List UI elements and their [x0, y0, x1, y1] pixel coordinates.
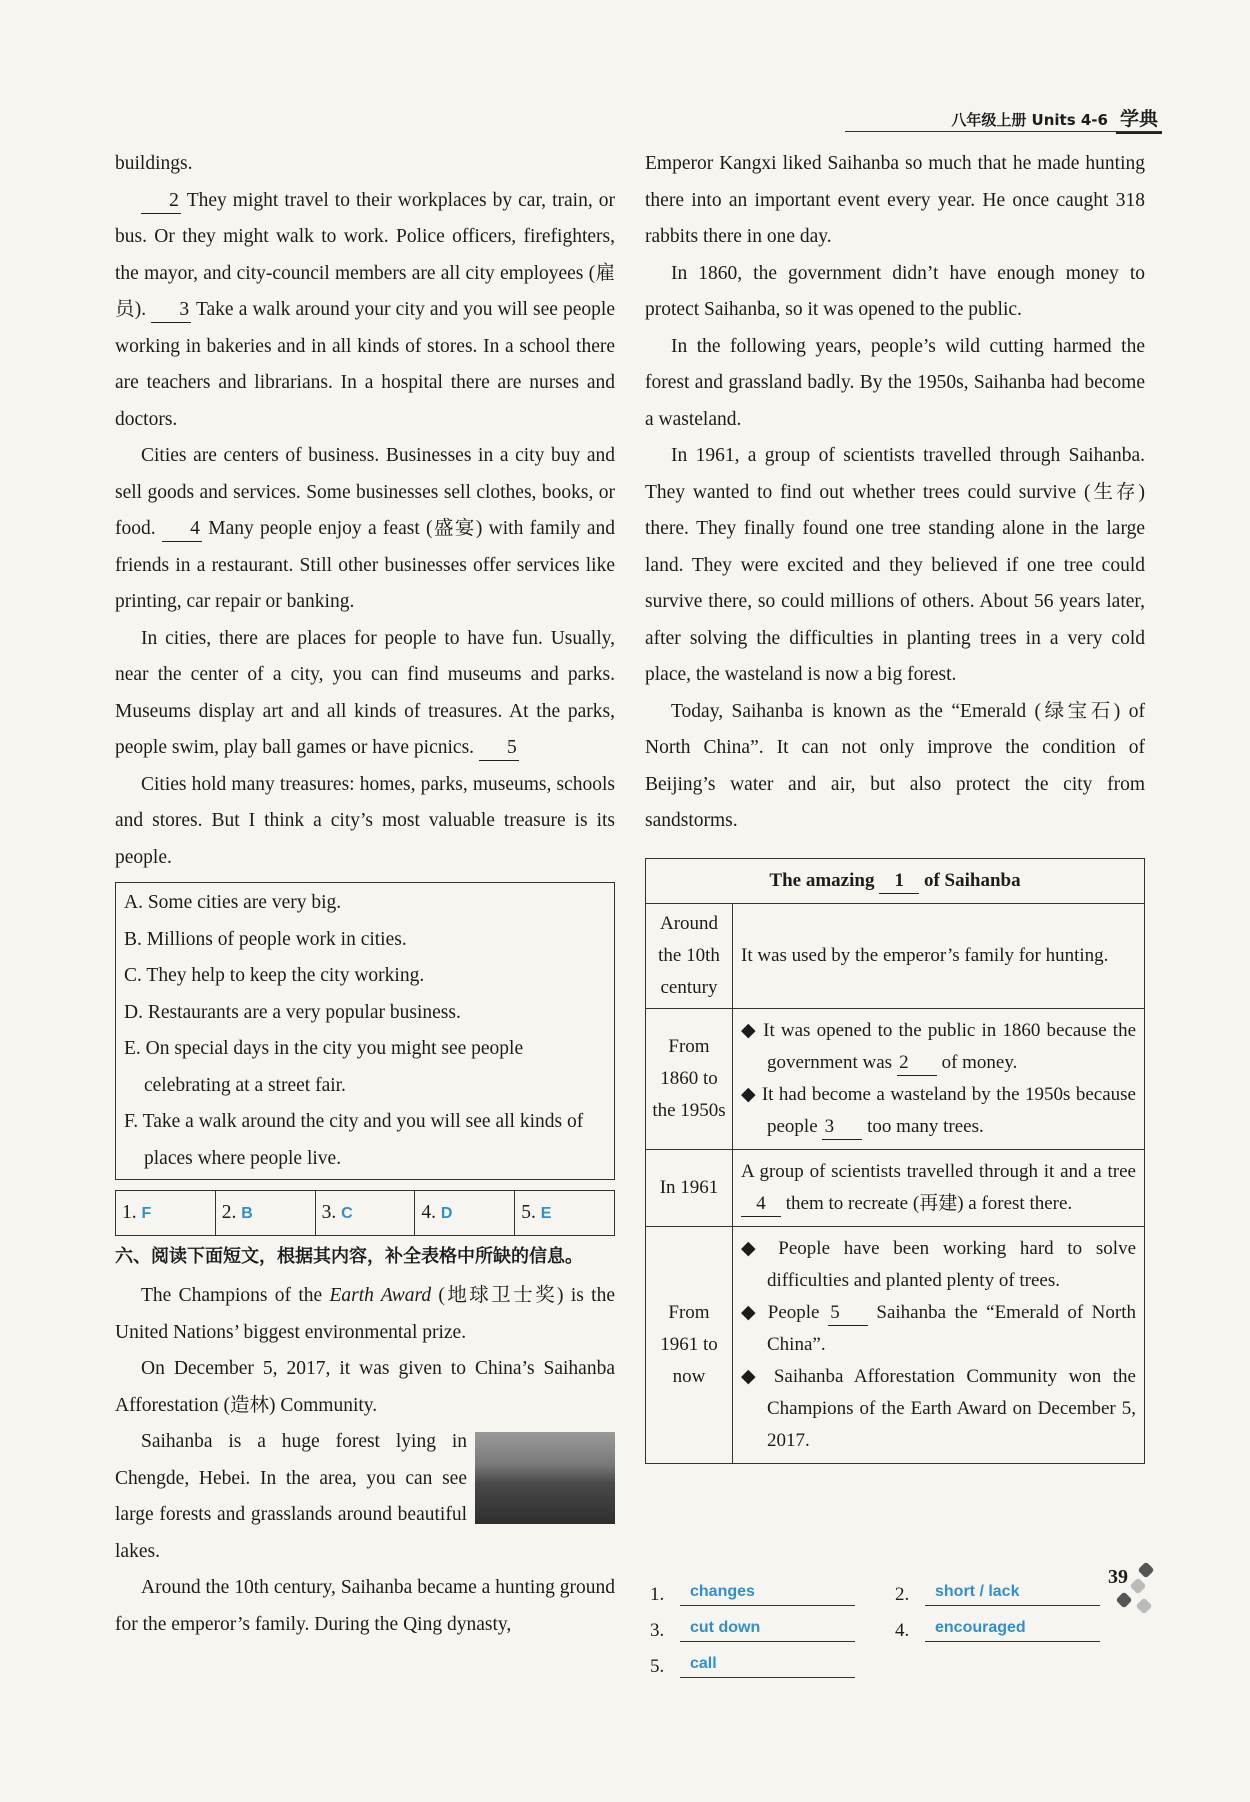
info-table: [645, 858, 1145, 1464]
blank: 5: [479, 736, 519, 761]
blank: 3: [151, 298, 191, 323]
answer-cell: 5. E: [521, 1202, 552, 1223]
page-number: 39: [1108, 1566, 1128, 1588]
fill-item: 5. call: [650, 1651, 895, 1678]
paragraph: Today, Saihanba is known as the “Emerald (绿宝石) of North China”. It can not only improve the condition of Beijing’s water and air, but also protect the city from sandstorms.: [645, 700, 1145, 831]
table-row: In 1961 A group of scientists travelled through it and a tree 4 them to recreate (再建) a forest there.: [646, 1149, 1145, 1226]
left-column: [115, 146, 615, 1643]
fill-item: 3. cut down: [650, 1615, 895, 1642]
option: C. They help to keep the city working.: [124, 965, 425, 986]
paragraph: In cities, there are places for people to have fun. Usually, near the center of a city, you can find museums and parks. Museums display art and all kinds of treasures. At the parks, people swim, play ball games or have picnics. 5: [115, 621, 615, 767]
answer-cell: 1. F: [116, 1191, 216, 1235]
option: D. Restaurants are a very popular business.: [124, 1001, 461, 1023]
table-line: ◆ People 5 Saihanba the “Emerald of North China”.: [741, 1301, 1136, 1355]
forest-photo: [475, 1432, 615, 1524]
paragraph: buildings.: [115, 153, 193, 174]
blank: 2: [897, 1051, 937, 1076]
header-divider: [845, 131, 1162, 132]
paragraph: 2 They might travel to their workplaces by car, train, or bus. Or they might walk to work. Police officers, firefighters, the mayor, and city-council members are all city employees (雇员). 3 Take a walk around your city and you will see people working in bakeries and in all kinds of stores. In a school there are teachers and librarians. In a hospital there are nurses and doctors.: [115, 189, 615, 430]
unit-label: 八年级上册 Units 4-6: [951, 110, 1108, 129]
table-row: Around the 10th century It was used by the emperor’s family for hunting.: [646, 903, 1145, 1008]
blank: 2: [141, 189, 181, 214]
section-title: 六、阅读下面短文，根据其内容，补全表格中所缺的信息。: [115, 1246, 583, 1267]
fill-answers: [650, 1570, 1140, 1678]
paragraph: In 1860, the government didn’t have enough money to protect Saihanba, so it was opened to the public.: [645, 262, 1145, 320]
option: B. Millions of people work in cities.: [124, 928, 407, 950]
paragraph: The Champions of the Earth Award (地球卫士奖) is the United Nations’ biggest environmental prize.: [115, 1285, 615, 1343]
answer-cell: 3. C: [316, 1191, 416, 1235]
hex-decoration-icon: [1138, 1562, 1155, 1579]
paragraph: Saihanba is a huge forest lying in Chengde, Hebei. In the area, you can see large forests and grasslands around beautiful lakes.: [115, 1431, 467, 1562]
table-line: A group of scientists travelled through it and a tree 4 them to recreate (再建) a forest there.: [741, 1156, 1136, 1220]
option: E. On special days in the city you might see people celebrating at a street fair.: [124, 1038, 524, 1096]
table-row: From 1860 to the 1950s ◆ It was opened to the public in 1860 because the government was 2 of money. ◆ It had become a wasteland by the 1950s because people 3 too many trees.: [646, 1008, 1145, 1149]
table-line: ◆ People have been working hard to solve difficulties and planted plenty of trees.: [741, 1237, 1136, 1291]
fill-item: 4. encouraged: [895, 1615, 1140, 1642]
paragraph: Around the 10th century, Saihanba became a hunting ground for the emperor’s family. During the Qing dynasty,: [115, 1577, 615, 1635]
blank: 4: [741, 1192, 781, 1217]
fill-item: 2. short / lack: [895, 1579, 1140, 1606]
blank: 5: [828, 1301, 868, 1326]
option: A. Some cities are very big.: [124, 892, 342, 913]
answer-cell: 4. D: [415, 1191, 515, 1235]
answer-row: [115, 1190, 615, 1236]
paragraph: Cities are centers of business. Businesses in a city buy and sell goods and services. Some businesses sell clothes, books, or food. 4 Many people enjoy a feast (盛宴) with family and friends in a restaurant. Still other businesses offer services like printing, car repair or banking.: [115, 445, 615, 612]
row-desc: [733, 1226, 1145, 1463]
row-desc: [733, 1008, 1145, 1149]
table-row: From 1961 to now ◆ People have been working hard to solve difficulties and planted plenty of trees. ◆ People 5 Saihanba the “Emerald of North China”. ◆ Saihanba Afforestation Community won the Champions of the Earth Award on December 5, 2017.: [646, 1226, 1145, 1463]
fill-item: 1. changes: [650, 1579, 895, 1606]
right-column: [645, 146, 1145, 1464]
answer-cell: 2. B: [216, 1191, 316, 1235]
row-desc: It was used by the emperor’s family for hunting.: [733, 903, 1145, 1008]
blank: 3: [822, 1115, 862, 1140]
paragraph: On December 5, 2017, it was given to China’s Saihanba Afforestation (造林) Community.: [115, 1358, 615, 1416]
row-desc: [733, 1149, 1145, 1226]
table-line: ◆ It had become a wasteland by the 1950s because people 3 too many trees.: [741, 1079, 1136, 1143]
blank: 4: [162, 517, 202, 542]
options-box: [115, 882, 615, 1180]
table-line: ◆ Saihanba Afforestation Community won the Champions of the Earth Award on December 5, 2017.: [741, 1365, 1136, 1451]
table-line: ◆ It was opened to the public in 1860 because the government was 2 of money.: [741, 1015, 1136, 1079]
brand-logo: 学典: [1116, 104, 1162, 134]
paragraph: In the following years, people’s wild cutting harmed the forest and grassland badly. By the 1950s, Saihanba had become a wasteland.: [645, 335, 1145, 430]
paragraph: Cities hold many treasures: homes, parks, museums, schools and stores. But I think a city’s most valuable treasure is its people.: [115, 773, 615, 868]
page-header: [951, 104, 1162, 134]
option: F. Take a walk around the city and you will see all kinds of places where people live.: [124, 1111, 584, 1169]
paragraph: In 1961, a group of scientists travelled through Saihanba. They wanted to find out whether trees could survive (生存) there. They finally found one tree standing alone in the large land. They were excited and they believed if one tree could survive there, so could millions of others. About 56 years later, after solving the difficulties in planting trees in a very cold place, the wasteland is now a big forest.: [645, 445, 1145, 685]
paragraph: Emperor Kangxi liked Saihanba so much that he made hunting there into an important event every year. He once caught 318 rabbits there in one day.: [645, 153, 1145, 247]
table-title: The amazing 1 of Saihanba: [646, 858, 1145, 903]
